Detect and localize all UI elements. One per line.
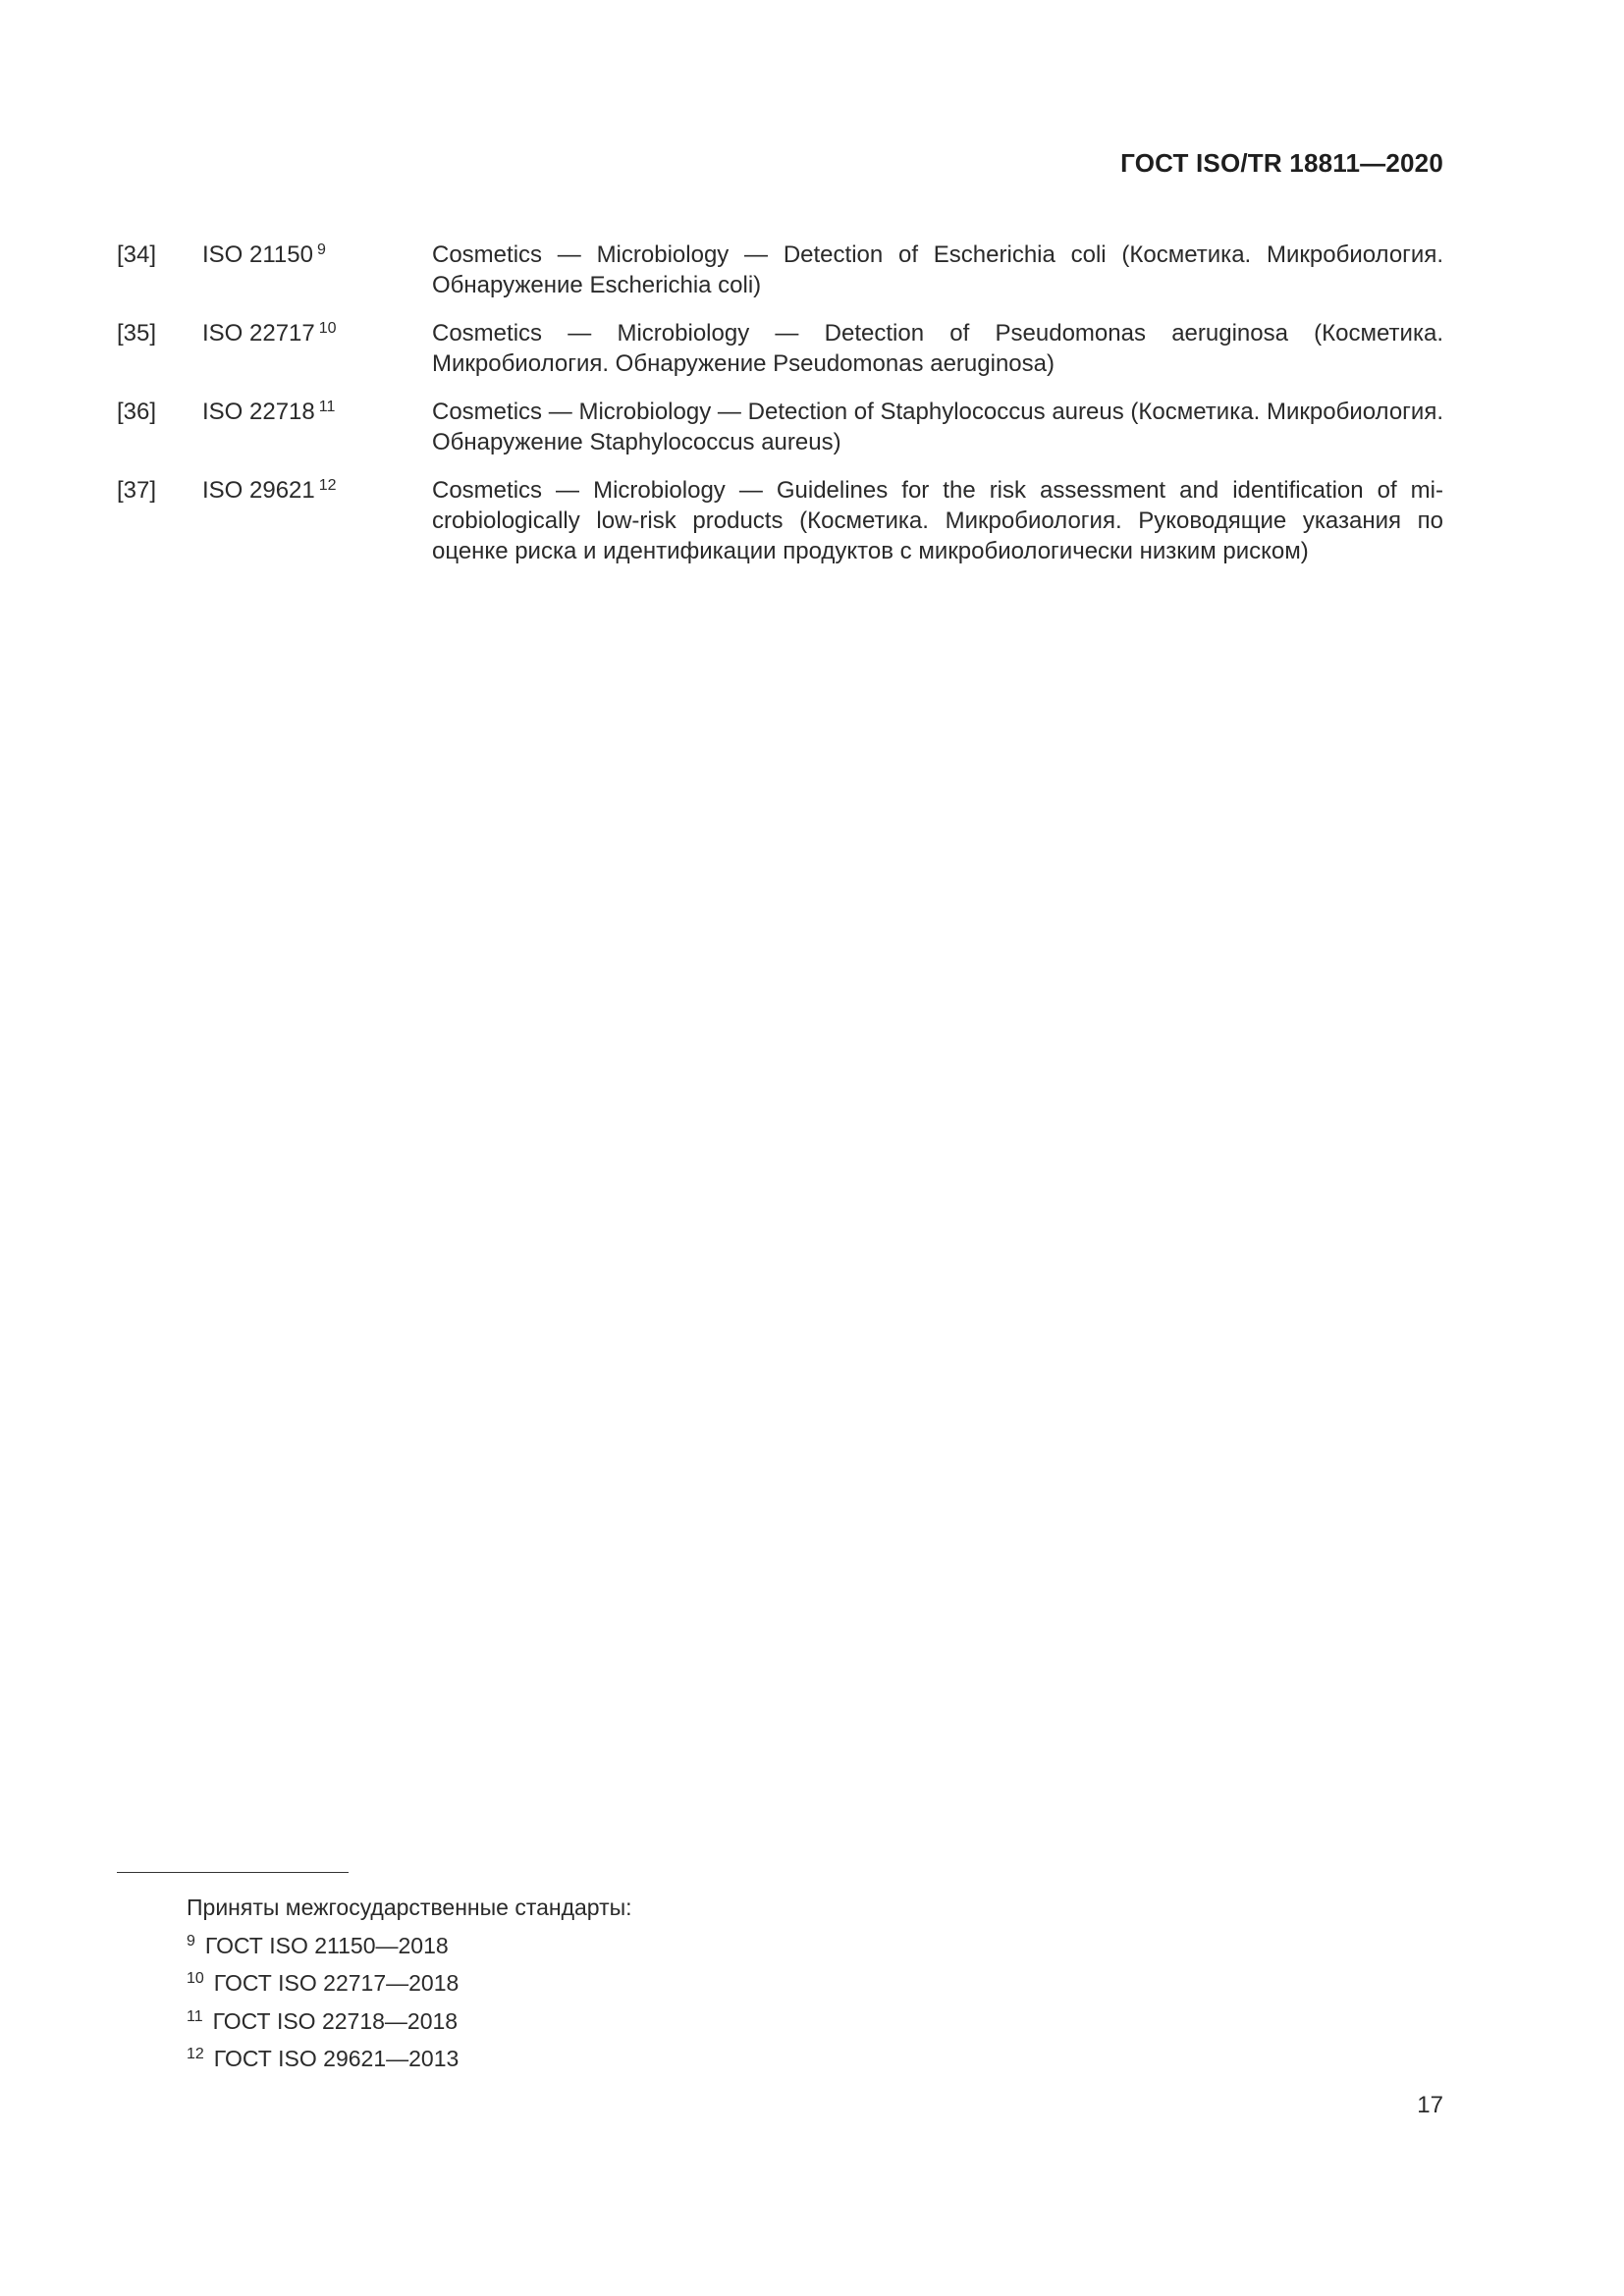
- reference-title: Cosmetics — Microbiology — Detection of Staphylococcus aureus (Косметика. Микробиология. Обнаружение Staphylococcus aureus): [432, 399, 1443, 455]
- reference-document: [202, 318, 432, 348]
- footnote-item: [187, 2002, 632, 2041]
- footnote-text: ГОСТ ISO 21150—2018: [204, 1932, 449, 1958]
- reference-document-code: ISO 29621: [202, 477, 315, 504]
- footnote-mark: 10: [187, 1970, 204, 1987]
- footnotes: [187, 1889, 632, 2078]
- reference-document-code: ISO 22718: [202, 399, 315, 425]
- reference-number: [37]: [117, 477, 157, 504]
- reference-document-code: ISO 22717: [202, 320, 315, 347]
- footnote-text: ГОСТ ISO 22718—2018: [212, 2007, 459, 2034]
- reference-document: [202, 397, 432, 427]
- footnote-item: [187, 2040, 632, 2078]
- reference-document: [202, 475, 432, 506]
- footnote-divider: [117, 1872, 349, 1873]
- reference-number: [35]: [117, 320, 157, 347]
- bibliography-entry: [117, 318, 1443, 379]
- footnote-mark: 9: [187, 1932, 195, 1949]
- footnote-item: [187, 1964, 632, 2002]
- footnote-marker: 12: [318, 477, 337, 494]
- footnotes-intro: Приняты межгосударственные стандарты:: [187, 1895, 632, 1920]
- footnote-marker: 9: [316, 241, 326, 258]
- footnote-text: ГОСТ ISO 22717—2018: [213, 1970, 460, 1996]
- reference-title: Cosmetics — Microbiology — Detection of Pseudomonas aeruginosa (Косметика. Микробиология. Обнаружение Pseudomonas aeruginosa): [432, 320, 1443, 377]
- reference-title: Cosmetics — Microbiology — Detection of Escherichia coli (Косметика. Микробиология. Обнаружение Escherichia coli): [432, 241, 1443, 298]
- footnote-mark: 11: [187, 2007, 203, 2025]
- reference-number: [36]: [117, 399, 157, 425]
- reference-title: Cosmetics — Microbiology — Guidelines for the risk assessment and identification of microbiologically low-risk products (Косметика. Микробиология. Руководящие указания по оценке риска и идентификации продуктов с микробиологически низким риском): [432, 477, 1443, 564]
- bibliography-list: [117, 240, 1443, 584]
- bibliography-entry: [117, 397, 1443, 457]
- reference-number: [34]: [117, 241, 157, 268]
- footnote-item: [187, 1927, 632, 1965]
- reference-document-code: ISO 21150: [202, 241, 313, 268]
- reference-document: [202, 240, 432, 270]
- footnote-text: ГОСТ ISO 29621—2013: [213, 2046, 460, 2071]
- footnote-mark: 12: [187, 2046, 204, 2062]
- footnote-marker: 11: [318, 399, 336, 415]
- document-header-title: ГОСТ ISO/TR 18811—2020: [1120, 148, 1443, 178]
- bibliography-entry: [117, 240, 1443, 300]
- bibliography-entry: [117, 475, 1443, 566]
- page-number: 17: [1417, 2092, 1443, 2118]
- footnote-marker: 10: [318, 320, 337, 337]
